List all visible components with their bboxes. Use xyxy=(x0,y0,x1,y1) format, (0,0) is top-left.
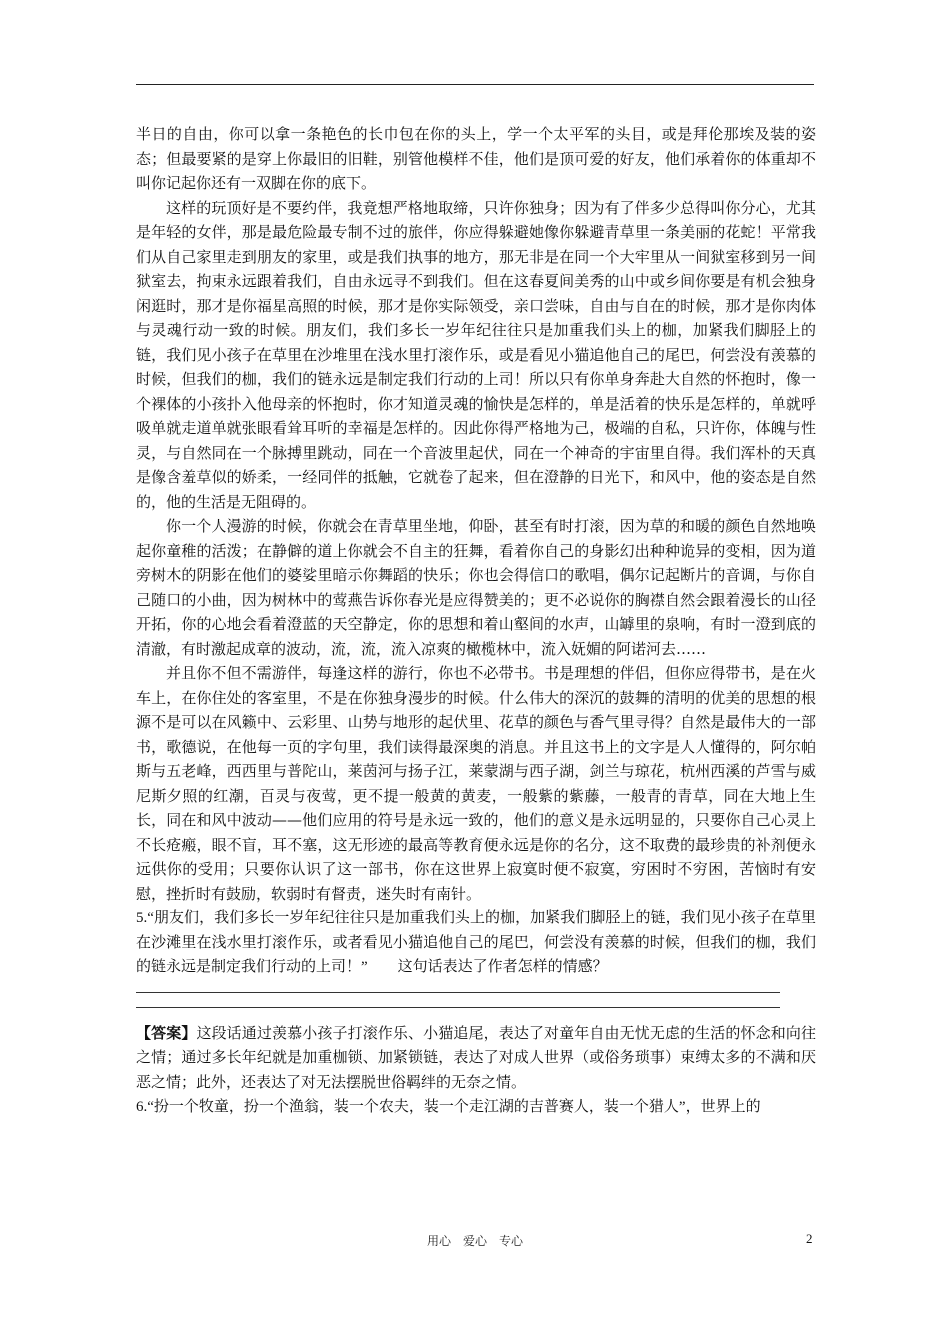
header-rule xyxy=(136,84,814,85)
paragraph-1: 半日的自由，你可以拿一条艳色的长巾包在你的头上，学一个太平军的头目，或是拜伦那埃及装的姿态；但最要紧的是穿上你最旧的旧鞋，别管他模样不佳，他们是顶可爱的好友，他们承着你的体重却不叫你记起你还有一双脚在你的底下。 xyxy=(136,125,816,192)
answer-block xyxy=(136,1022,816,1096)
document-body xyxy=(136,122,816,1120)
answer-text: 这段话通过羡慕小孩子打滚作乐、小猫追尾，表达了对童年自由无忧无虑的生活的怀念和向往之情；通过多长年纪就是加重枷锁、加紧锁链，表达了对成人世界（或俗务琐事）束缚太多的不满和厌恶之情；此外，还表达了对无法摆脱世俗羁绊的无奈之情。 xyxy=(136,1025,816,1091)
answer-tag: 【答案】 xyxy=(136,1025,197,1042)
answer-blank-line-1 xyxy=(136,992,780,993)
paragraph-3: 你一个人漫游的时候，你就会在青草里坐地，仰卧，甚至有时打滚，因为草的和暖的颜色自然地唤起你童稚的活泼；在静僻的道上你就会不自主的狂舞，看着你自己的身影幻出种种诡异的变相，因为道旁树木的阴影在他们的婆娑里暗示你舞蹈的快乐；你也会得信口的歌唱，偶尔记起断片的音调，与你自己随口的小曲，因为树林中的莺燕告诉你春光是应得赞美的；更不必说你的胸襟自然会跟着漫长的山径开拓，你的心地会看着澄蓝的天空静定，你的思想和着山壑间的水声，山罅里的泉响，有时一澄到底的清澈，有时激起成章的波动，流，流，流入凉爽的橄榄林中，流入妩媚的阿诺河去…… xyxy=(136,517,816,658)
page-footer: 用心 爱心 专心 xyxy=(426,1234,523,1248)
answer-blank-line-2 xyxy=(136,1007,780,1008)
paragraph-2: 这样的玩顶好是不要约伴，我竟想严格地取缔，只许你独身；因为有了伴多少总得叫你分心，尤其是年轻的女伴，那是最危险最专制不过的旅伴，你应得躲避她像你躲避青草里一条美丽的花蛇！平常我们从自己家里走到朋友的家里，或是我们执事的地方，那无非是在同一个大牢里从一间狱室移到另一间狱室去，拘束永远跟着我们，自由永远寻不到我们。但在这春夏间美秀的山中或乡间你要是有机会独身闲逛时，那才是你福星高照的时候，那才是你实际领受，亲口尝味，自由与自在的时候，那才是你肉体与灵魂行动一致的时候。朋友们，我们多长一岁年纪往往只是加重我们头上的枷，加紧我们脚胫上的链，我们见小孩子在草里在沙堆里在浅水里打滚作乐，或是看见小猫追他自己的尾巴，何尝没有羡慕的时候，但我们的枷，我们的链永远是制定我们行动的上司！所以只有你单身奔赴大自然的怀抱时，像一个裸体的小孩扑入他母亲的怀抱时，你才知道灵魂的愉快是怎样的，单是活着的快乐是怎样的，单就呼吸单就走道单就张眼看耸耳听的幸福是怎样的。因此你得严格地为己，极端的自私，只许你，体魄与性灵，与自然同在一个脉搏里跳动，同在一个音波里起伏，同在一个神奇的宇宙里自得。我们浑朴的天真是像含羞草似的娇柔，一经同伴的抵触，它就卷了起来，但在澄静的日光下，和风中，他的姿态是自然的，他的生活是无阻碍的。 xyxy=(136,198,816,511)
page-number: 2 xyxy=(806,1231,813,1246)
paragraph-4: 并且你不但不需游伴，每逢这样的游行，你也不必带书。书是理想的伴侣，但你应得带书，是在火车上，在你住处的客室里，不是在你独身漫步的时候。什么伟大的深沉的鼓舞的清明的优美的思想的根源不是可以在风籁中、云彩里、山势与地形的起伏里、花草的颜色与香气里寻得？自然是最伟大的一部书，歌德说，在他每一页的字句里，我们读得最深奥的消息。并且这书上的文字是人人懂得的，阿尔帕斯与五老峰，西西里与普陀山，莱茵河与扬子江，莱蒙湖与西子湖，剑兰与琼花，杭州西溪的芦雪与威尼斯夕照的红潮，百灵与夜莺，更不提一般黄的黄麦，一般紫的紫藤，一般青的青草，同在大地上生长，同在和风中波动——他们应用的符号是永远一致的，他们的意义是永远明显的，只要你自己心灵上不长疮瘢，眼不盲，耳不塞，这无形迹的最高等教育便永远是你的名分，这不取费的最珍贵的补剂便永远供你的受用；只要你认识了这一部书，你在这世界上寂寞时便不寂寞，穷困时不穷困，苦恼时有安慰，挫折时有鼓励，软弱时有督责，迷失时有南针。 xyxy=(136,664,816,903)
question-6: 6.“扮一个牧童，扮一个渔翁，装一个农夫，装一个走江湖的吉普赛人，装一个猎人”，世界上的 xyxy=(136,1099,761,1115)
question-5: 5.“朋友们，我们多长一岁年纪往往只是加重我们头上的枷，加紧我们脚胫上的链，我们见小孩子在草里在沙滩里在浅水里打滚作乐，或者看见小猫追他自己的尾巴，何尝没有羡慕的时候，但我们的枷，我们的链永远是制定我们行动的上司！” 这句话表达了作者怎样的情感？ xyxy=(136,910,816,975)
